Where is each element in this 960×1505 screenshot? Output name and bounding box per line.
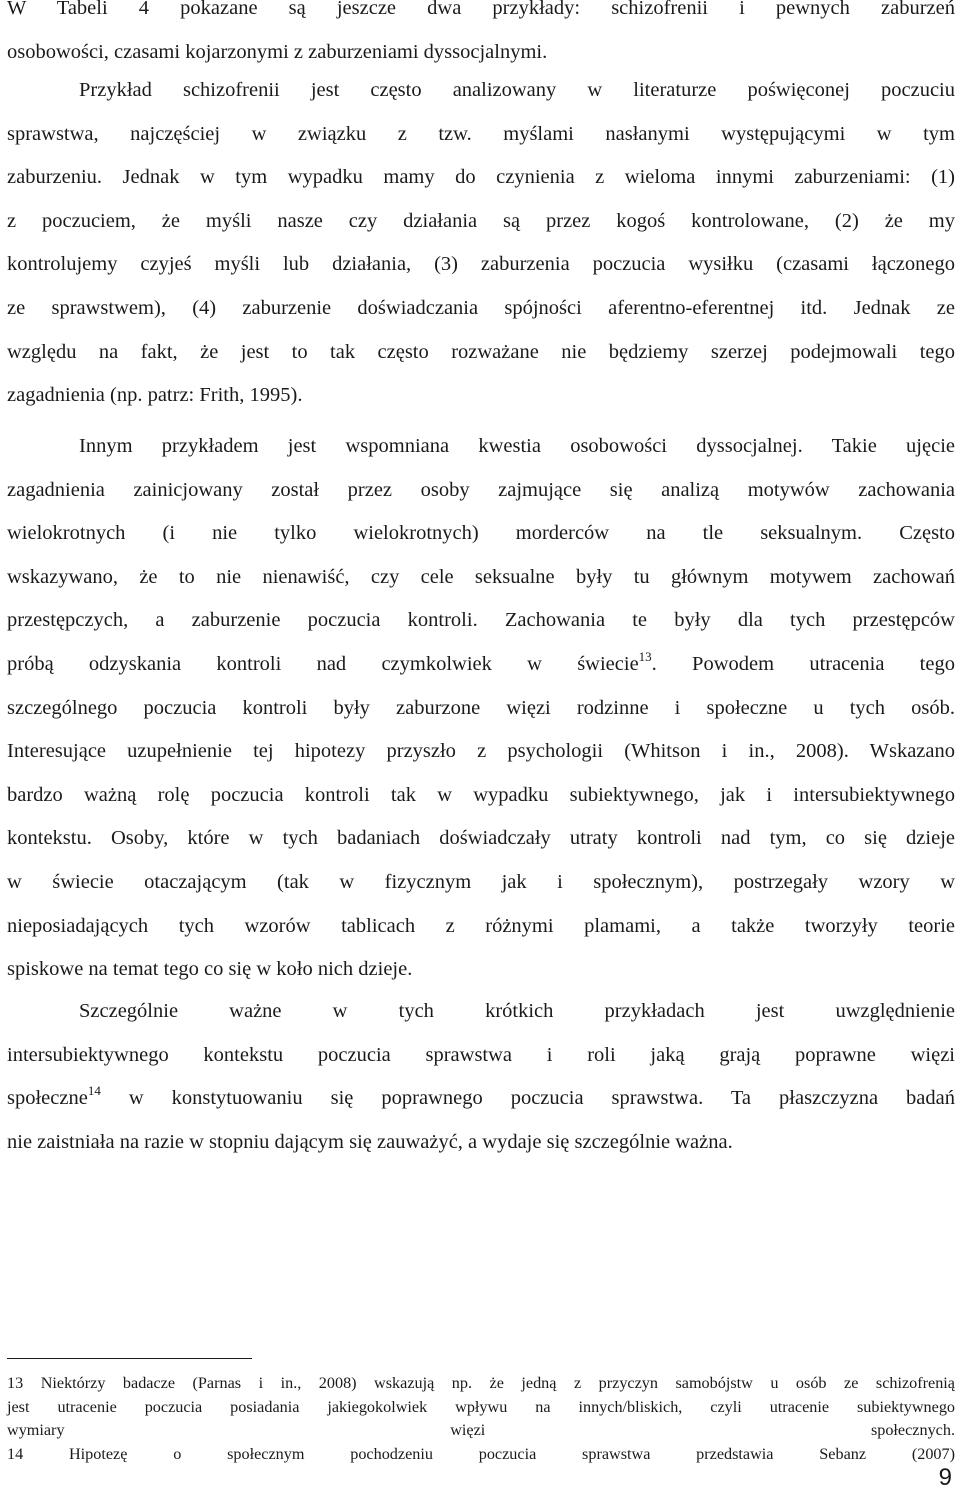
footnote-line: 14 Hipotezę o społecznym pochodzeniu poczucia sprawstwa przedstawia Sebanz (2007) (7, 1444, 955, 1463)
paragraph-1 (7, 0, 955, 74)
paragraph-line: spiskowe na temat tego co się w koło nich dzieje. (7, 958, 413, 981)
paragraph-line: wskazywano, że to nie nienawiść, czy cele seksualne były tu głównym motywem zachowań (7, 565, 955, 588)
paragraph-line: Innym przykładem jest wspomniana kwestia osobowości dyssocjalnej. Takie ujęcie (79, 435, 955, 457)
paragraph-line: z poczuciem, że myśli nasze czy działania są przez kogoś kontrolowane, (2) że my (7, 209, 955, 232)
paragraph-line: zagadnienia zainicjowany został przez osoby zajmujące się analizą motywów zachowania (7, 478, 955, 501)
footnote-ref-13[interactable]: 13 (638, 648, 652, 664)
line-text: próbą odzyskania kontroli nad czymkolwiek w świecie (7, 652, 639, 675)
paragraph-line: względu na fakt, że jest to tak często rozważane nie będziemy szerzej podejmowali tego (7, 340, 955, 363)
paragraph-line: zagadnienia (np. patrz: Frith, 1995). (7, 384, 303, 407)
paragraph-3 (7, 425, 955, 992)
page-number: 9 (938, 1464, 952, 1491)
footnote-line: 13 Niektórzy badacze (Parnas i in., 2008) wskazują np. że jedną z przyczyn samobójstw u osób ze schizofrenią (7, 1374, 955, 1392)
line-text: społeczne (7, 1087, 88, 1110)
line-text: . Powodem utracenia tego (651, 652, 955, 675)
paragraph-line: w świecie otaczającym (tak w fizycznym jak i społecznym), postrzegały wzory w (7, 870, 955, 893)
footnote-line: jest utracenie poczucia posiadania jakiegokolwiek wpływu na innych/bliskich, czyli utracenie subiektywnego (7, 1397, 955, 1416)
paragraph-line: bardzo ważną rolę poczucia kontroli tak w wypadku subiektywnego, jak i intersubiektywnego (7, 783, 955, 806)
line-text: w konstytuowaniu się poprawnego poczucia sprawstwa. Ta płaszczyzna badań (100, 1087, 955, 1110)
paragraph-line-with-footnote (7, 643, 955, 687)
paragraph-line: W Tabeli 4 pokazane są jeszcze dwa przykłady: schizofrenii i pewnych zaburzeń (7, 0, 955, 19)
paragraph-line: osobowości, czasami kojarzonymi z zaburzeniami dyssocjalnymi. (7, 40, 548, 63)
paragraph-line: szczególnego poczucia kontroli były zaburzone więzi rodzinne i społeczne u tych osób. (7, 696, 955, 719)
paragraph-line: wielokrotnych (i nie tylko wielokrotnych) morderców na tle seksualnym. Często (7, 522, 955, 545)
paragraph-2 (7, 69, 955, 418)
paragraph-line: nieposiadających tych wzorów tablicach z różnymi plamami, a także tworzyły teorie (7, 914, 955, 937)
paragraph-line: ze sprawstwem), (4) zaburzenie doświadczania spójności aferentno-eferentnej itd. Jednak ze (7, 296, 955, 319)
footnote-line: wymiary więzi społecznych. (7, 1421, 955, 1440)
paragraph-line: kontrolujemy czyjeś myśli lub działania, (3) zaburzenia poczucia wysiłku (czasami łączonego (7, 253, 955, 276)
paragraph-line-with-footnote (7, 1077, 955, 1121)
footnote-14 (7, 1443, 955, 1467)
paragraph-line: przestępczych, a zaburzenie poczucia kontroli. Zachowania te były dla tych przestępców (7, 609, 955, 632)
paragraph-line: zaburzeniu. Jednak w tym wypadku mamy do czynienia z wieloma innymi zaburzeniami: (1) (7, 166, 955, 189)
paragraph-line: kontekstu. Osoby, które w tych badaniach doświadczały utraty kontroli nad tym, co się dzieje (7, 827, 955, 850)
paragraph-line: sprawstwa, najczęściej w związku z tzw. myślami nasłanymi występującymi w tym (7, 122, 955, 145)
footnotes (7, 1372, 955, 1466)
footnote-13 (7, 1372, 955, 1443)
paragraph-line: Szczególnie ważne w tych krótkich przykładach jest uwzględnienie (79, 1000, 955, 1022)
footnote-ref-14[interactable]: 14 (87, 1083, 101, 1099)
paragraph-line: intersubiektywnego kontekstu poczucia sprawstwa i roli jaką grają poprawne więzi (7, 1043, 955, 1066)
paragraph-line: Przykład schizofrenii jest często analizowany w literaturze poświęconej poczuciu (79, 79, 955, 101)
paragraph-line: Interesujące uzupełnienie tej hipotezy przyszło z psychologii (Whitson i in., 2008). Wskazano (7, 740, 955, 763)
paragraph-4 (7, 990, 955, 1164)
paragraph-line: nie zaistniała na razie w stopniu dającym się zauważyć, a wydaje się szczególnie ważna. (7, 1130, 733, 1153)
footnote-separator (7, 1358, 252, 1359)
